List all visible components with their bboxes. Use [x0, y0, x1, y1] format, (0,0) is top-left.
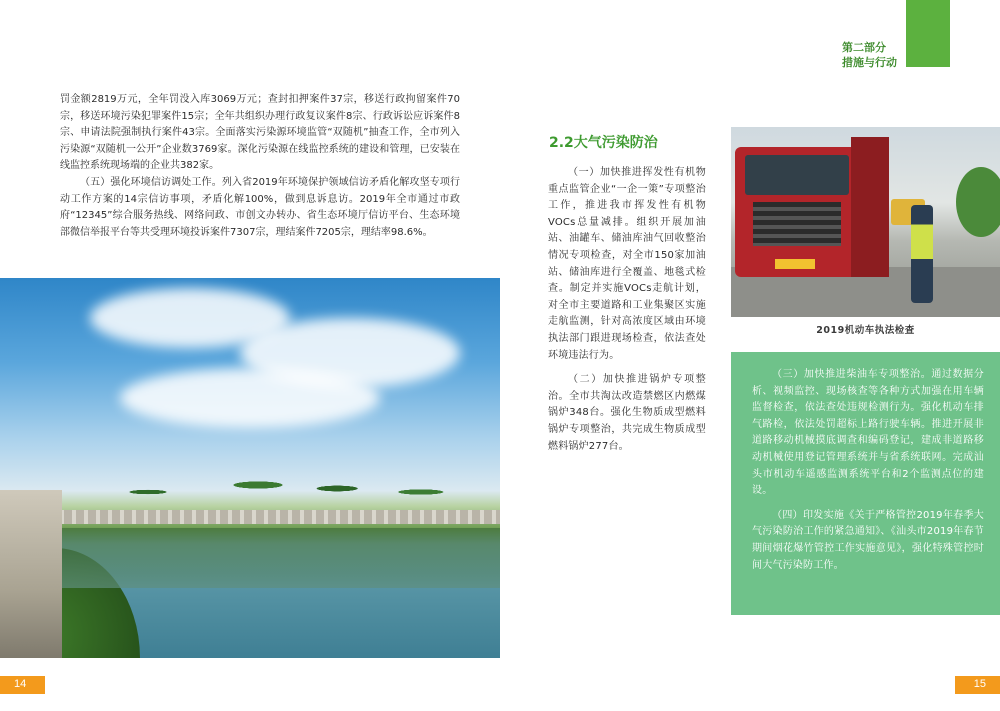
left-body-text	[60, 92, 460, 241]
section-heading: 2.2大气污染防治	[549, 135, 658, 151]
info-box-text	[752, 367, 984, 582]
photo-caption: 2019机动车执法检查	[816, 325, 915, 336]
middle-body-text	[548, 165, 706, 463]
bridge-railing	[60, 510, 500, 524]
page-number-right: 15	[973, 678, 986, 690]
left-paragraph-1: 罚金额2819万元，全年罚没入库3069万元；查封扣押案件37宗，移送行政拘留案件70宗，移送环境污染犯罪案件15宗；全年共组织办理行政复议案件8宗、行政诉讼应诉案件8宗、申请法院强制执行案件43宗。全面落实污染源环境监管“双随机”抽查工作，全市列入污染源“双随机一公开”企业数3769家。深化污染源在线监控系统的建设和管理，已安装在线监控系统现场端的企业共382家。	[60, 94, 460, 172]
stone-wall	[0, 490, 62, 658]
part-title-line2: 措施与行动	[842, 56, 897, 69]
water-reflection	[60, 528, 500, 588]
box-paragraph-1: （三）加快推进柴油车专项整治。通过数据分析、视频监控、现场核查等各种方式加强在用车辆监督检查，依法查处违规检测行为。强化机动车排气路检，依法处罚超标上路行驶车辆。推进开展非道路移动机械摸底调查和编码登记，建成非道路移动机械使用登记管理系统并与省系统联网。完成汕头市机动车遥感监测系统平台和2个监测点位的建设。	[752, 369, 984, 497]
page-number-left: 14	[14, 678, 27, 690]
chapter-tab	[906, 0, 950, 67]
middle-paragraph-1: （一）加快推进挥发性有机物重点监管企业“一企一策”专项整治工作，推进我市挥发性有机物VOCs总量减排。组织开展加油站、油罐车、储油库油气回收整治情况专项检查，对全市150家加油站、储油库进行全覆盖、地毯式检查。制定并实施VOCs走航计划，对全市主要道路和工业集聚区实施走航监测，针对高浓度区域由环境执法部门跟进现场检查，依法查处环境违法行为。	[548, 167, 706, 361]
truck-inspection-photo	[731, 127, 1000, 317]
middle-paragraph-2: （二）加快推进锅炉专项整治。全市共淘汰改造禁燃区内燃煤锅炉348台。强化生物质成型燃料锅炉专项整治，共完成生物质成型燃料锅炉277台。	[548, 374, 706, 452]
part-title	[842, 40, 906, 70]
part-title-line1: 第二部分	[842, 41, 886, 54]
left-paragraph-2: （五）强化环境信访调处工作。列入省2019年环境保护领域信访矛盾化解攻坚专项行动工作方案的14宗信访事项，矛盾化解100%，做到息诉息访。2019年全市通过市政府“12345”综合服务热线、网络问政、市创文办转办、省生态环境厅信访平台、生态环境部微信举报平台等共受理环境投诉案件7307宗，理结案件7205宗，理结率98.6%。	[60, 176, 460, 238]
box-paragraph-2: （四）印发实施《关于严格管控2019年春季大气污染防治工作的紧急通知》、《汕头市2019年春节期间烟花爆竹管控工作实施意见》，强化特殊管控时间大气污染防工作。	[752, 509, 984, 571]
